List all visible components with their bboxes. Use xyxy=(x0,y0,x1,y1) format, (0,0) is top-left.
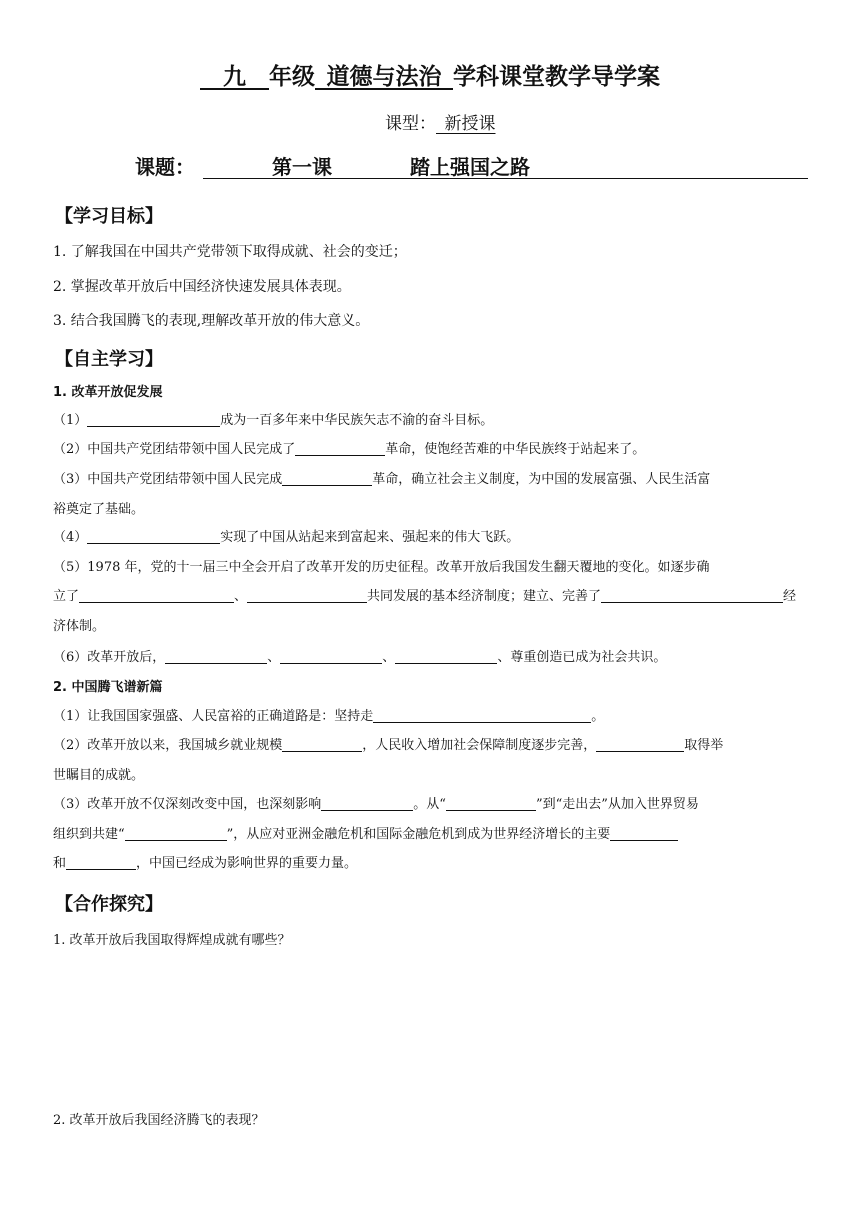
lesson-topic xyxy=(135,151,195,180)
fill-line-2: （2）中国共产党团结带领中国人民完成了 革命，使饱经苦难的中华民族终于站起来了。 xyxy=(53,442,646,457)
fill-line-4: （4） 实现了中国从站起来到富起来、强起来的伟大飞跃。 xyxy=(53,530,520,545)
cooperate-question-1: 1. 改革开放后我国取得辉煌成就有哪些？ xyxy=(53,933,291,948)
fill-line-3: （3）中国共产党团结带领中国人民完成 革命，确立社会主义制度，为中国的发展富强、人民生活富 xyxy=(53,472,711,487)
blank[interactable] xyxy=(87,529,220,544)
blank[interactable] xyxy=(87,412,220,427)
fill-line-1: （1） 成为一百多年来中华民族矢志不渝的奋斗目标。 xyxy=(53,413,494,428)
part1-title: 1. 改革开放促发展 xyxy=(53,385,163,400)
blank[interactable] xyxy=(610,826,678,841)
subject-field: 道德与法治 xyxy=(326,64,442,90)
blank[interactable] xyxy=(66,855,136,870)
lesson-type-value: 新授课 xyxy=(444,114,496,134)
cooperate-heading: 【合作探究】 xyxy=(55,894,163,915)
fill-line-6: （6）改革开放后， 、 、 、尊重创造已成为社会共识。 xyxy=(53,650,667,665)
lesson-type xyxy=(385,109,496,134)
objective-2: 2. 掌握改革开放后中国经济快速发展具体表现。 xyxy=(53,279,351,295)
lesson-number: 第一课 xyxy=(272,155,332,179)
fill-line-q3b: 组织到共建“ ”，从应对亚洲金融危机和国际金融危机到成为世界经济增长的主要 xyxy=(53,823,678,842)
fill-line-q2: （2）改革开放以来，我国城乡就业规模 ，人民收入增加社会保障制度逐步完善， 取得举 xyxy=(53,738,724,753)
blank[interactable] xyxy=(282,737,362,752)
fill-line-3b: 裕奠定了基础。 xyxy=(53,502,145,517)
blank[interactable] xyxy=(125,826,227,841)
lesson-type-label: 课型： xyxy=(385,114,436,134)
blank[interactable] xyxy=(280,649,382,664)
cooperate-question-2: 2. 改革开放后我国经济腾飞的表现？ xyxy=(53,1113,265,1128)
objectives-heading: 【学习目标】 xyxy=(55,206,163,227)
grade-suffix: 年级 xyxy=(269,64,315,90)
fill-line-q3: （3）改革开放不仅深刻改变中国，也深刻影响 。从“ ”到“走出去”从加入世界贸易 xyxy=(53,797,699,812)
page-title xyxy=(0,58,860,91)
blank[interactable] xyxy=(295,441,385,456)
blank[interactable] xyxy=(446,796,536,811)
blank[interactable] xyxy=(373,708,591,723)
fill-line-q1: （1）让我国国家强盛、人民富裕的正确道路是：坚持走 。 xyxy=(53,709,605,724)
blank[interactable] xyxy=(321,796,413,811)
fill-line-q2b: 世瞩目的成就。 xyxy=(53,768,145,783)
objective-1: 1. 了解我国在中国共产党带领下取得成就、社会的变迁； xyxy=(53,244,407,260)
fill-line-q3c: 和 ，中国已经成为影响世界的重要力量。 xyxy=(53,856,358,871)
blank[interactable] xyxy=(165,649,267,664)
topic-label: 课题： xyxy=(135,155,195,179)
lesson-title: 踏上强国之路 xyxy=(410,155,530,179)
grade-field: 九 xyxy=(223,64,246,90)
self-study-heading: 【自主学习】 xyxy=(55,349,163,370)
blank[interactable] xyxy=(596,737,684,752)
part2-title: 2. 中国腾飞谱新篇 xyxy=(53,680,163,695)
blank[interactable] xyxy=(79,588,234,603)
blank[interactable] xyxy=(395,649,497,664)
fill-line-5c: 济体制。 xyxy=(53,619,106,634)
fill-line-5: （5）1978 年，党的十一届三中全会开启了改革开发的历史征程。改革开放后我国发生翻天覆地的变化。如逐步确 xyxy=(53,560,710,575)
objective-3: 3. 结合我国腾飞的表现,理解改革开放的伟大意义。 xyxy=(53,313,370,329)
blank[interactable] xyxy=(247,588,367,603)
title-suffix: 学科课堂教学导学案 xyxy=(453,64,660,90)
fill-line-5b: 立了 、 共同发展的基本经济制度；建立、完善了 经 xyxy=(53,589,797,604)
blank[interactable] xyxy=(282,471,372,486)
topic-underline xyxy=(203,178,808,179)
blank[interactable] xyxy=(601,588,783,603)
